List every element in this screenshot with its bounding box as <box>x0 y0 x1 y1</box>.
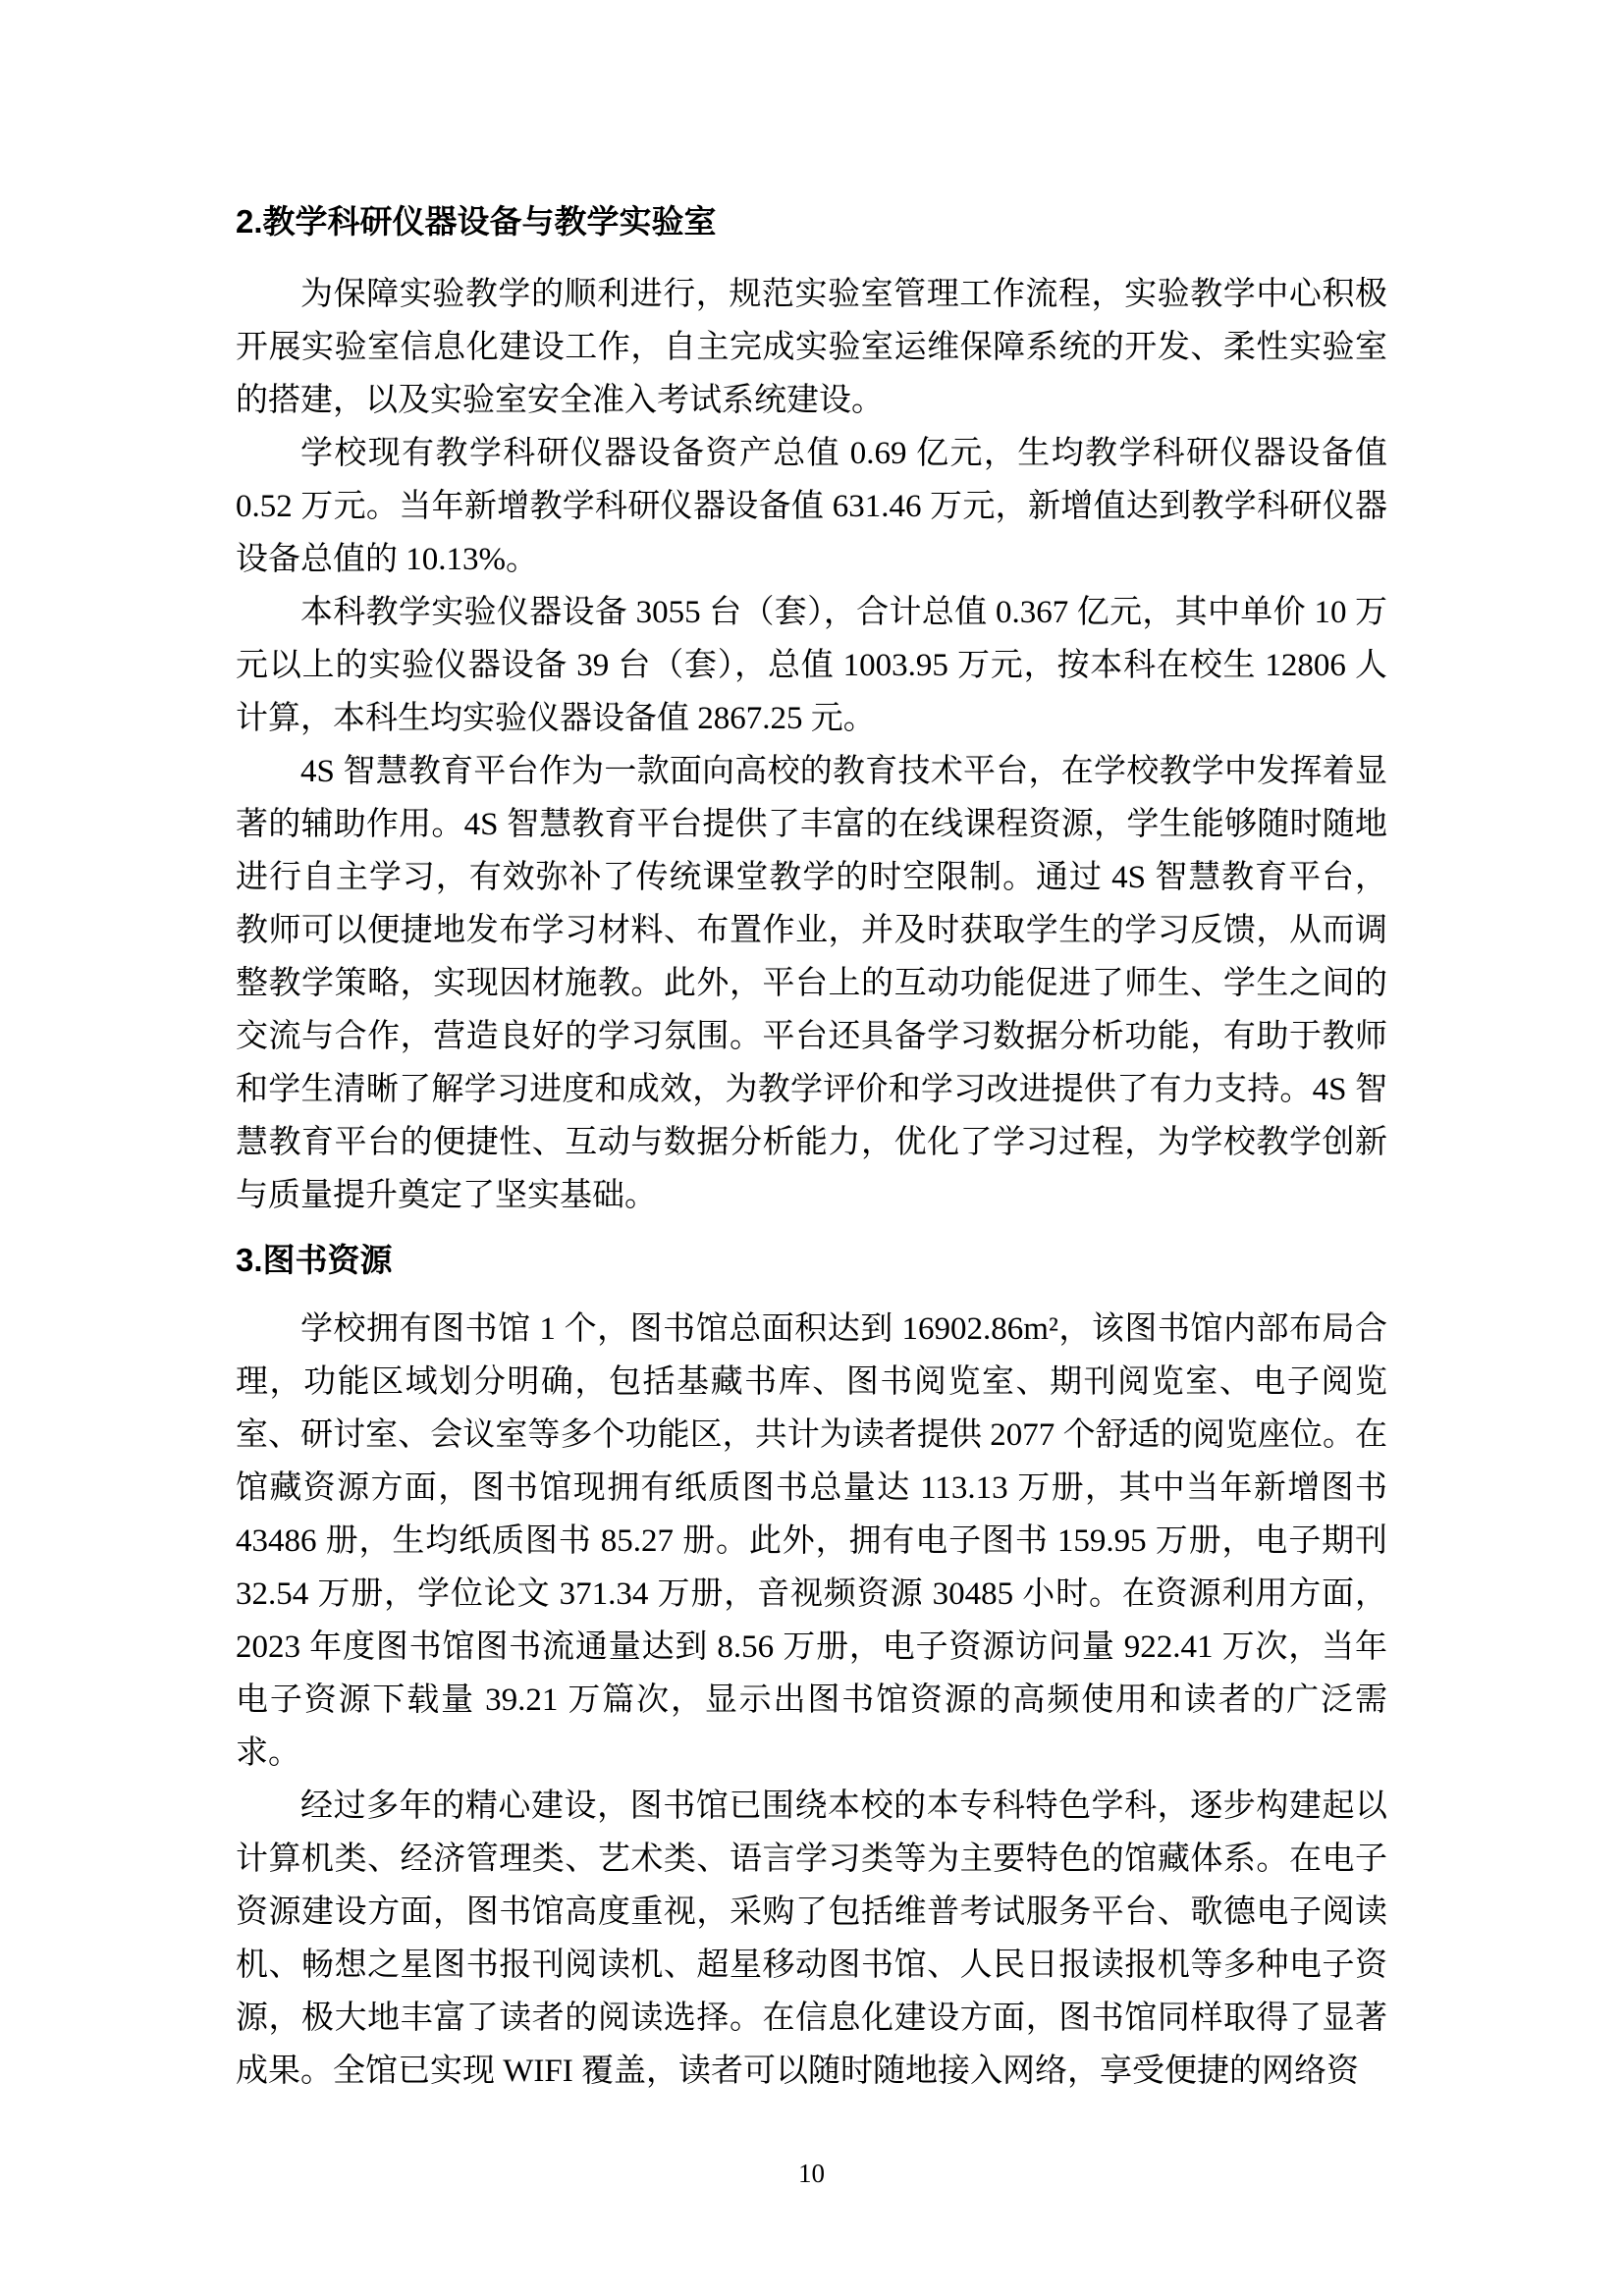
body-paragraph: 本科教学实验仪器设备 3055 台（套），合计总值 0.367 亿元，其中单价 10 万元以上的实验仪器设备 39 台（套），总值 1003.95 万元，按本科在校生 12806 人计算，本科生均实验仪器设备值 2867.25 元。 <box>236 595 1387 736</box>
body-paragraph: 4S 智慧教育平台作为一款面向高校的教育技术平台，在学校教学中发挥着显著的辅助作用。4S 智慧教育平台提供了丰富的在线课程资源，学生能够随时随地进行自主学习，有效弥补了传统课堂教学的时空限制。通过 4S 智慧教育平台，教师可以便捷地发布学习材料、布置作业，并及时获取学生的学习反馈，从而调整教学策略，实现因材施教。此外，平台上的互动功能促进了师生、学生之间的交流与合作，营造良好的学习氛围。平台还具备学习数据分析功能，有助于教师和学生清晰了解学习进度和成效，为教学评价和学习改进提供了有力支持。4S 智慧教育平台的便捷性、互动与数据分析能力，优化了学习过程，为学校教学创新与质量提升奠定了坚实基础。 <box>236 754 1387 1213</box>
page-number: 10 <box>798 2159 825 2188</box>
body-paragraph: 为保障实验教学的顺利进行，规范实验室管理工作流程，实验教学中心积极开展实验室信息化建设工作，自主完成实验室运维保障系统的开发、柔性实验室的搭建，以及实验室安全准入考试系统建设。 <box>236 277 1387 418</box>
body-paragraph: 学校拥有图书馆 1 个，图书馆总面积达到 16902.86m²，该图书馆内部布局合理，功能区域划分明确，包括基藏书库、图书阅览室、期刊阅览室、电子阅览室、研讨室、会议室等多个功能区，共计为读者提供 2077 个舒适的阅览座位。在馆藏资源方面，图书馆现拥有纸质图书总量达 113.13 万册，其中当年新增图书 43486 册，生均纸质图书 85.27 册。此外，拥有电子图书 159.95 万册，电子期刊 32.54 万册，学位论文 371.34 万册，音视频资源 30485 小时。在资源利用方面，2023 年度图书馆图书流通量达到 8.56 万册，电子资源访问量 922.41 万次，当年电子资源下载量 39.21 万篇次，显示出图书馆资源的高频使用和读者的广泛需求。 <box>236 1311 1387 1771</box>
section-heading-instruments: 2.教学科研仪器设备与教学实验室 <box>236 203 717 240</box>
section-heading-library: 3.图书资源 <box>236 1242 393 1278</box>
body-paragraph: 经过多年的精心建设，图书馆已围绕本校的本专科特色学科，逐步构建起以计算机类、经济管理类、艺术类、语言学习类等为主要特色的馆藏体系。在电子资源建设方面，图书馆高度重视，采购了包括维普考试服务平台、歌德电子阅读机、畅想之星图书报刊阅读机、超星移动图书馆、人民日报读报机等多种电子资源，极大地丰富了读者的阅读选择。在信息化建设方面，图书馆同样取得了显著成果。全馆已实现 WIFI 覆盖，读者可以随时随地接入网络，享受便捷的网络资 <box>236 1789 1387 2089</box>
body-paragraph: 学校现有教学科研仪器设备资产总值 0.69 亿元，生均教学科研仪器设备值 0.52 万元。当年新增教学科研仪器设备值 631.46 万元，新增值达到教学科研仪器设备总值的 10.13%。 <box>236 436 1387 577</box>
